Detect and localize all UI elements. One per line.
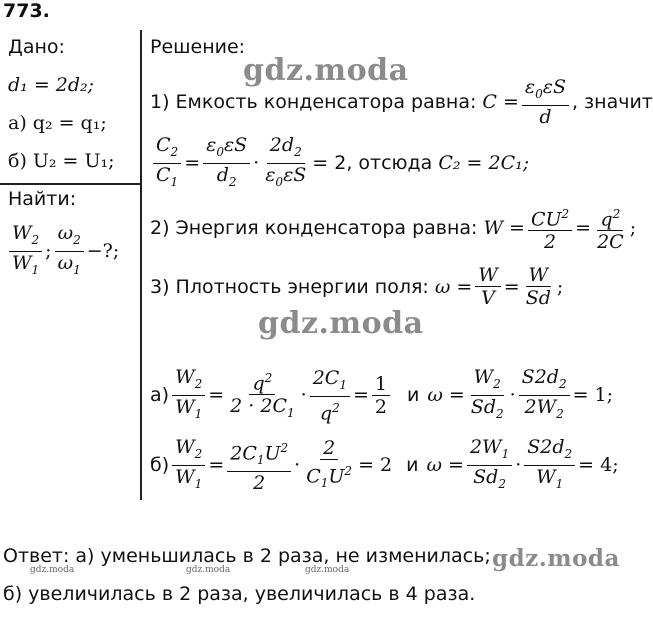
given-line-2: а) q₂ = q₁; [8, 112, 107, 134]
part-b: б) $\frac{W_2}{W_1}$ = $\frac{2C_1U^2}{2}$ · $\frac{2}{C_1U^2}$ = 2 и ω = $\frac{2W_1}{Sd_2}$ · $\frac{S2d_2}{W_1}$ = 4; [150, 436, 619, 494]
watermark-small: gdz.moda [305, 565, 350, 575]
part-a: а) $\frac{W_2}{W_1}$ = $\frac{q^2}{2 \cdot 2C_1}$ · $\frac{2C_1}{q^2}$ = $\frac{1}{2}$ и ω = $\frac{W_2}{Sd_2}$ · $\frac{S2d_2}{2W_2}$ = 1; [150, 366, 614, 424]
given-heading: Дано: [8, 36, 65, 58]
watermark: gdz.moda [258, 306, 424, 341]
step-3: 3) Плотность энергии поля: ω = $\frac{W}{V}$ = $\frac{W}{Sd}$ ; [150, 264, 564, 309]
problem-number: 773. [3, 0, 50, 22]
given-line-1: d₁ = 2d₂; [8, 74, 95, 96]
watermark-small: gdz.moda [30, 565, 75, 575]
watermark: gdz.moda [243, 53, 409, 88]
find-heading: Найти: [8, 188, 77, 210]
watermark: gdz.moda [492, 545, 620, 572]
vertical-divider [140, 30, 142, 500]
step-2: 2) Энергия конденсатора равна: W = $\frac{CU^2}{2}$ = $\frac{q^2}{2C}$ ; [150, 203, 636, 253]
find-expression: $\frac{W_2}{W_1}$ ; $\frac{\omega_2}{\omega_1}$ −?; [6, 222, 119, 281]
solution-heading: Решение: [150, 36, 246, 58]
step-1: 1) Емкость конденсатора равна: C = $\frac{\varepsilon_0\varepsilon S}{d}$ , значит [150, 76, 653, 128]
answer-line-1: Ответ: а) уменьшилась в 2 раза, не изменилась; [3, 545, 491, 567]
step-1b: $\frac{C_2}{C_1}$ = $\frac{\varepsilon_0\varepsilon S}{d_2}$ · $\frac{2d_2}{\varepsilon_0\varepsilon S}$ = 2, отсюда C₂ = 2C₁; [150, 134, 529, 193]
watermark-small: gdz.moda [186, 565, 231, 575]
horizontal-divider [0, 183, 141, 185]
answer-line-2: б) увеличилась в 2 раза, увеличилась в 4 раза. [3, 583, 476, 605]
given-line-3: б) U₂ = U₁; [8, 150, 115, 172]
